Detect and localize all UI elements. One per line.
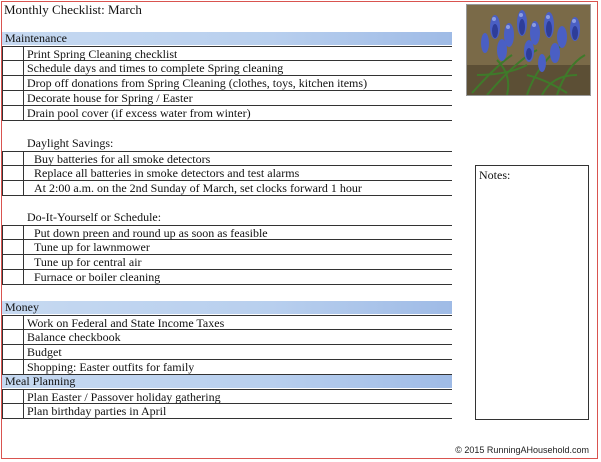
list-item[interactable]: Drop off donations from Spring Cleaning (clothes, toys, kitchen items)	[2, 76, 452, 91]
list-item[interactable]: At 2:00 a.m. on the 2nd Sunday of March, set clocks forward 1 hour	[2, 181, 452, 196]
list-item[interactable]: Shopping: Easter outfits for family	[2, 360, 452, 375]
list-item[interactable]: Decorate house for Spring / Easter	[2, 91, 452, 106]
page-title: Monthly Checklist: March	[4, 2, 142, 17]
notes-label: Notes:	[479, 168, 511, 182]
list-item[interactable]: Tune up for central air	[2, 255, 452, 270]
checkbox[interactable]	[2, 316, 24, 329]
checkbox[interactable]	[2, 226, 24, 239]
list-item[interactable]: Replace all batteries in smoke detectors and test alarms	[2, 166, 452, 181]
money-list	[2, 315, 452, 375]
daylight-list	[2, 151, 452, 196]
checkbox[interactable]	[2, 47, 24, 60]
checkbox[interactable]	[2, 345, 24, 359]
maintenance-list	[2, 46, 452, 121]
meal-list	[2, 389, 452, 419]
list-item[interactable]: Put down preen and round up as soon as feasible	[2, 225, 452, 240]
section-header-maintenance: Maintenance	[2, 32, 452, 45]
grape-hyacinth-illustration	[467, 5, 590, 95]
subheading-daylight-savings: Daylight Savings:	[27, 136, 114, 150]
checkbox[interactable]	[2, 270, 24, 284]
list-item[interactable]: Plan Easter / Passover holiday gathering	[2, 389, 452, 404]
checkbox[interactable]	[2, 106, 24, 120]
diy-list	[2, 225, 452, 285]
copyright-footer: © 2015 RunningAHousehold.com	[455, 445, 589, 455]
list-item[interactable]: Buy batteries for all smoke detectors	[2, 151, 452, 166]
section-header-money: Money	[2, 301, 452, 314]
notes-box[interactable]	[475, 165, 589, 420]
list-item[interactable]: Furnace or boiler cleaning	[2, 270, 452, 285]
flower-photo	[466, 4, 591, 96]
list-item[interactable]: Print Spring Cleaning checklist	[2, 46, 452, 61]
checkbox[interactable]	[2, 76, 24, 90]
list-item[interactable]: Plan birthday parties in April	[2, 404, 452, 419]
list-item[interactable]: Work on Federal and State Income Taxes	[2, 315, 452, 330]
list-item[interactable]: Budget	[2, 345, 452, 360]
section-header-meal-planning: Meal Planning	[2, 375, 452, 388]
checkbox[interactable]	[2, 404, 24, 418]
checkbox[interactable]	[2, 360, 24, 374]
checkbox[interactable]	[2, 61, 24, 75]
checkbox[interactable]	[2, 330, 24, 344]
list-item[interactable]: Drain pool cover (if excess water from winter)	[2, 106, 452, 121]
checkbox[interactable]	[2, 240, 24, 254]
list-item[interactable]: Balance checkbook	[2, 330, 452, 345]
list-item[interactable]: Tune up for lawnmower	[2, 240, 452, 255]
checkbox[interactable]	[2, 152, 24, 165]
subheading-diy: Do-It-Yourself or Schedule:	[27, 210, 162, 224]
checkbox[interactable]	[2, 91, 24, 105]
checkbox[interactable]	[2, 166, 24, 180]
list-item[interactable]: Schedule days and times to complete Spring cleaning	[2, 61, 452, 76]
checkbox[interactable]	[2, 390, 24, 403]
checkbox[interactable]	[2, 181, 24, 195]
checkbox[interactable]	[2, 255, 24, 269]
